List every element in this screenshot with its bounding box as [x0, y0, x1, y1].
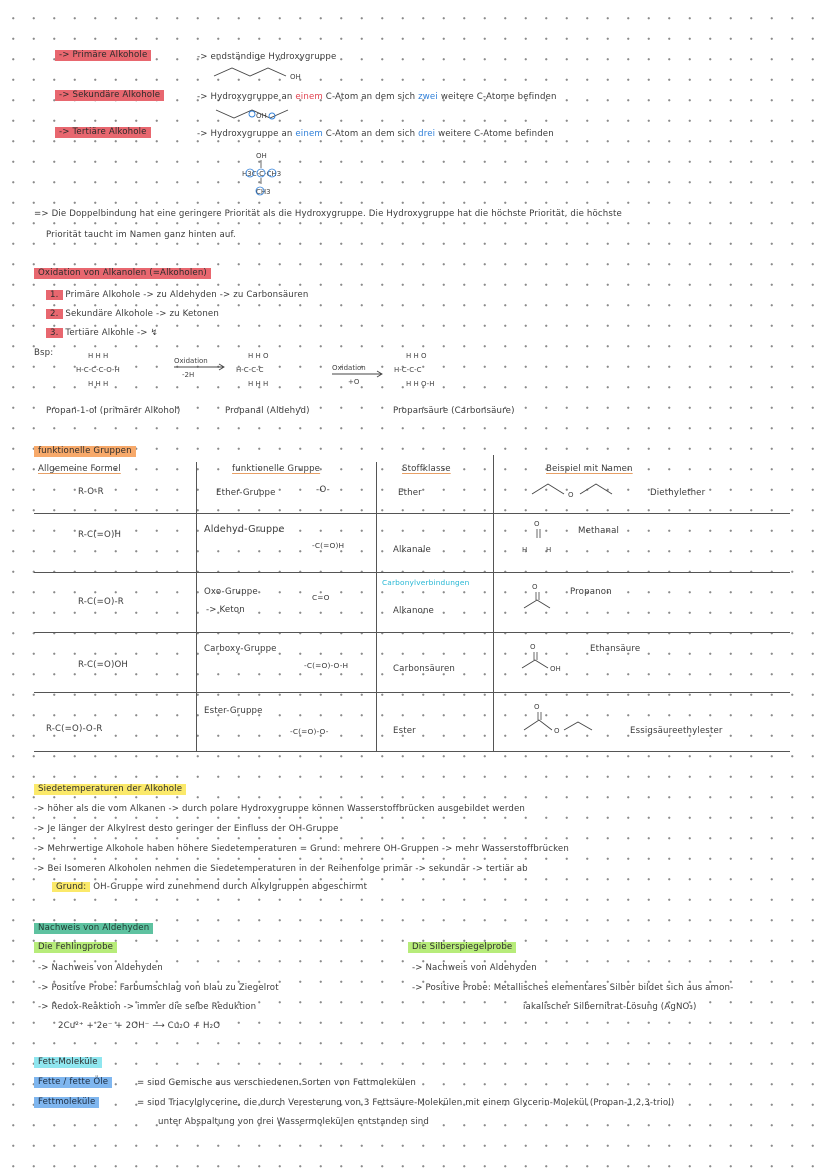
- table-row-line-4: [34, 692, 790, 693]
- fehling-line-2: -> Positive Probe: Farbumschlag von blau zu Ziegelrot: [38, 983, 279, 993]
- table-row-3-example: Propanon: [570, 587, 612, 597]
- tertiary-desc-part3: weitere C-Atome befinden: [438, 129, 554, 139]
- svg-text:H H H: H H H: [88, 352, 109, 360]
- svg-text:H H O: H H O: [248, 352, 269, 360]
- methanal-h-left: H: [522, 546, 528, 554]
- table-row-4-group: Carboxy-Gruppe: [204, 644, 277, 654]
- table-divider-3: [493, 455, 494, 752]
- table-row-4-formula: R-C(=O)OH: [78, 660, 128, 670]
- fats-term-1: Fette / fette Öle: [34, 1077, 112, 1088]
- table-row-2-symbol: -C(=O)H: [312, 541, 345, 550]
- fats-def-2-line1: = sind Triacylglycerine, die durch Veresterung von 3 Fettsäure-Molekülen mit einem Glycerin-Molekül (Propan-1,2,3-triol): [137, 1098, 675, 1108]
- secondary-desc-part1: -> Hydroxygruppe an: [197, 92, 293, 102]
- arrow1-bottom-label: -2H: [182, 371, 195, 379]
- svg-text:H H H: H H H: [248, 380, 269, 388]
- table-row-3-group: Oxo-Gruppe: [204, 587, 258, 597]
- tertiary-desc-em1: einem: [295, 129, 323, 139]
- propanoic-acid-structure: [392, 350, 482, 392]
- table-row-line-2: [34, 572, 790, 573]
- primary-alcohol-desc: -> endständige Hydroxygruppe: [197, 52, 337, 62]
- propanol-structure: [74, 350, 164, 392]
- methanal-h-right: H: [546, 546, 552, 554]
- table-row-line-1: [34, 513, 790, 514]
- oxidation-item-1-num: 1.: [46, 290, 63, 300]
- table-row-line-5: [34, 751, 790, 752]
- silver-line-1: -> Nachweis von Aldehyden: [412, 963, 537, 973]
- table-row-4-class: Carbonsäuren: [393, 664, 456, 674]
- table-row-4-example: Ethansäure: [590, 644, 641, 654]
- arrow2-bottom-label: +O: [348, 378, 360, 386]
- boiling-reason: [52, 882, 367, 893]
- tertiary-center-label: H3C-C-CH3: [242, 170, 282, 178]
- propanal-name: Propanal (Aldehyd): [225, 406, 310, 416]
- svg-text:H H H: H H H: [88, 380, 109, 388]
- svg-text:H-C-C-C: H-C-C-C: [394, 366, 422, 374]
- table-row-3-group-sub: -> Keton: [206, 605, 245, 615]
- arrow1-top-label: Oxidation: [174, 357, 208, 365]
- fehling-line-1: -> Nachweis von Aldehyden: [38, 963, 163, 973]
- fehling-equation: 2Cu²⁺ + 2e⁻ + 2OH⁻ ⟶ Cu₂O + H₂O: [58, 1021, 221, 1031]
- arrow2-top-label: Oxidation: [332, 364, 366, 372]
- table-row-2-class: Alkanale: [393, 545, 431, 555]
- table-row-1-class: Ether: [398, 488, 422, 498]
- svg-text:H-C-C-C: H-C-C-C: [236, 366, 264, 374]
- ethyl-acetate-structure: [520, 700, 620, 736]
- svg-text:O: O: [532, 583, 538, 591]
- table-row-5-class: Ester: [393, 726, 416, 736]
- table-divider-2: [376, 462, 377, 752]
- boiling-title: Siedetemperaturen der Alkohole: [34, 784, 186, 795]
- oxidation-arrow-2: [330, 362, 390, 392]
- secondary-desc-part3: weitere C-Atome befinden: [440, 92, 557, 102]
- fats-title: Fett-Moleküle: [34, 1057, 102, 1068]
- tertiary-alcohol-label: -> Tertiäre Alkohole: [55, 127, 151, 138]
- propanol-name: Propan-1-ol (primärer Alkohol): [46, 406, 181, 416]
- tertiary-ch3-label: CH3: [256, 188, 271, 196]
- table-row-5-group: Ester-Gruppe: [204, 706, 263, 716]
- oxidation-item-2: [46, 309, 219, 320]
- table-row-line-3: [34, 632, 790, 633]
- fats-def-2-line2: unter Abspaltung von drei Wassermolekülen entstanden sind: [158, 1117, 429, 1127]
- fehling-line-3: -> Redox-Reaktion -> immer die selbe Reduktion: [38, 1002, 257, 1012]
- oxidation-item-1: [46, 290, 308, 301]
- table-row-5-example: Essigsäureethylester: [630, 726, 723, 736]
- table-row-2-formula: R-C(=O)H: [78, 530, 122, 540]
- priority-note-line1: => Die Doppelbindung hat eine geringere Priorität als die Hydroxygruppe. Die Hydroxygruppe hat die höchste Priorität, die höchste: [34, 209, 622, 219]
- oxidation-item-2-text: Sekundäre Alkohole -> zu Ketonen: [65, 309, 219, 319]
- priority-note-line2: Priorität taucht im Namen ganz hinten auf.: [46, 230, 236, 240]
- boiling-line-2: -> Je länger der Alkylrest desto geringer der Einfluss der OH-Gruppe: [34, 824, 339, 834]
- svg-text:O: O: [534, 520, 540, 528]
- svg-text:H H O: H H O: [406, 352, 427, 360]
- table-row-2-example: Methanal: [578, 526, 620, 536]
- tertiary-desc-part2: C-Atom an dem sich: [325, 129, 416, 139]
- silver-line-2: -> Positive Probe: Metallisches elementares Silber bildet sich aus amon-: [412, 983, 734, 993]
- tertiary-alcohol-structure: [236, 150, 296, 200]
- table-row-1-formula: R-O-R: [78, 487, 104, 497]
- fehling-title: Die Fehlingprobe: [34, 942, 117, 953]
- header-example: Beispiel mit Namen: [546, 464, 633, 474]
- table-row-1-example: Diethylether: [650, 488, 706, 498]
- secondary-desc-part2: C-Atom an dem sich: [325, 92, 416, 102]
- boiling-line-4: -> Bei Isomeren Alkoholen nehmen die Siedetemperaturen in der Reihenfolge primär -> sekundär -> tertiär ab: [34, 864, 528, 874]
- primary-oh-label: OH: [290, 73, 301, 81]
- table-row-1-symbol: -O-: [316, 485, 330, 495]
- boiling-reason-text: OH-Gruppe wird zunehmend durch Alkylgruppen abgeschirmt: [93, 882, 368, 892]
- primary-alcohol-structure: [210, 64, 320, 82]
- svg-text:O: O: [530, 643, 536, 651]
- carbonyl-note: Carbonylverbindungen: [382, 578, 470, 587]
- header-formula: Allgemeine Formel: [38, 464, 121, 474]
- svg-text:H-C-C-C-O-H: H-C-C-C-O-H: [76, 366, 120, 374]
- propanal-structure: [234, 350, 314, 392]
- silver-line-3: iakalischer Silbernitrat-Lösung (AgNO₃): [523, 1002, 697, 1012]
- tertiary-desc-part1: -> Hydroxygruppe an: [197, 129, 293, 139]
- oxidation-arrow-1: [172, 355, 232, 385]
- aldehyde-title: Nachweis von Aldehyden: [34, 923, 153, 934]
- methanal-structure: [520, 518, 560, 558]
- boiling-reason-label: Grund:: [52, 882, 90, 892]
- table-row-3-formula: R-C(=O)-R: [78, 597, 124, 607]
- secondary-alcohol-structure: [212, 104, 312, 122]
- svg-text:O: O: [534, 703, 540, 711]
- header-class: Stoffklasse: [402, 464, 451, 474]
- silver-title: Die Silberspiegelprobe: [408, 942, 516, 953]
- secondary-desc-em1: einem: [295, 92, 323, 102]
- fats-term-2: Fettmoleküle: [34, 1097, 99, 1108]
- ethanoic-oh-label: OH: [550, 665, 561, 673]
- secondary-oh-label: OH: [256, 112, 267, 120]
- table-row-2-group: Aldehyd-Gruppe: [204, 524, 285, 535]
- tertiary-alcohol-desc: [197, 129, 554, 140]
- boiling-line-1: -> höher als die vom Alkanen -> durch polare Hydroxygruppe können Wasserstoffbrücken ausgebildet werden: [34, 804, 526, 814]
- header-group: funktionelle Gruppe: [232, 464, 321, 474]
- svg-text:O: O: [568, 491, 574, 499]
- oxidation-item-3: [46, 328, 158, 339]
- table-divider-1: [196, 462, 197, 752]
- oxidation-item-3-num: 3.: [46, 328, 63, 338]
- boiling-line-3: -> Mehrwertige Alkohole haben höhere Siedetemperaturen = Grund: mehrere OH-Gruppen -> mehr Wasserstoffbrücken: [34, 844, 569, 854]
- example-label: Bsp:: [34, 348, 54, 358]
- svg-text:O: O: [554, 727, 560, 735]
- secondary-alcohol-desc: [197, 92, 557, 103]
- secondary-desc-em2: zwei: [418, 92, 438, 102]
- table-row-5-symbol: -C(=O)-O-: [290, 727, 329, 736]
- table-row-5-formula: R-C(=O)-O-R: [46, 724, 103, 734]
- tertiary-oh-label: OH: [256, 152, 267, 160]
- secondary-alcohol-label: -> Sekundäre Alkohole: [55, 90, 164, 101]
- oxidation-title: Oxidation von Alkanolen (=Alkoholen): [34, 268, 211, 279]
- primary-alcohol-label: -> Primäre Alkohole: [55, 50, 151, 61]
- table-row-3-class: Alkanone: [393, 606, 434, 616]
- propanone-structure: [520, 580, 564, 610]
- propanoic-acid-name: Propansäure (Carbonsäure): [393, 406, 515, 416]
- fats-def-1: = sind Gemische aus verschiedenen Sorten von Fettmolekülen: [137, 1078, 416, 1088]
- table-row-1-group: Ether-Gruppe: [216, 488, 276, 498]
- diethylether-structure: [530, 480, 640, 500]
- ethanoic-acid-structure: [520, 640, 580, 674]
- tertiary-desc-em2: drei: [418, 129, 436, 139]
- svg-text:H H O-H: H H O-H: [406, 380, 435, 388]
- oxidation-item-2-num: 2.: [46, 309, 63, 319]
- table-row-3-symbol: C=O: [312, 593, 330, 602]
- oxidation-item-3-text: Tertiäre Alkohle -> ↯: [65, 328, 158, 338]
- oxidation-item-1-text: Primäre Alkohole -> zu Aldehyden -> zu Carbonsäuren: [65, 290, 309, 300]
- table-row-4-symbol: -C(=O)-O-H: [304, 661, 349, 670]
- functional-groups-title: funktionelle Gruppen: [34, 446, 136, 457]
